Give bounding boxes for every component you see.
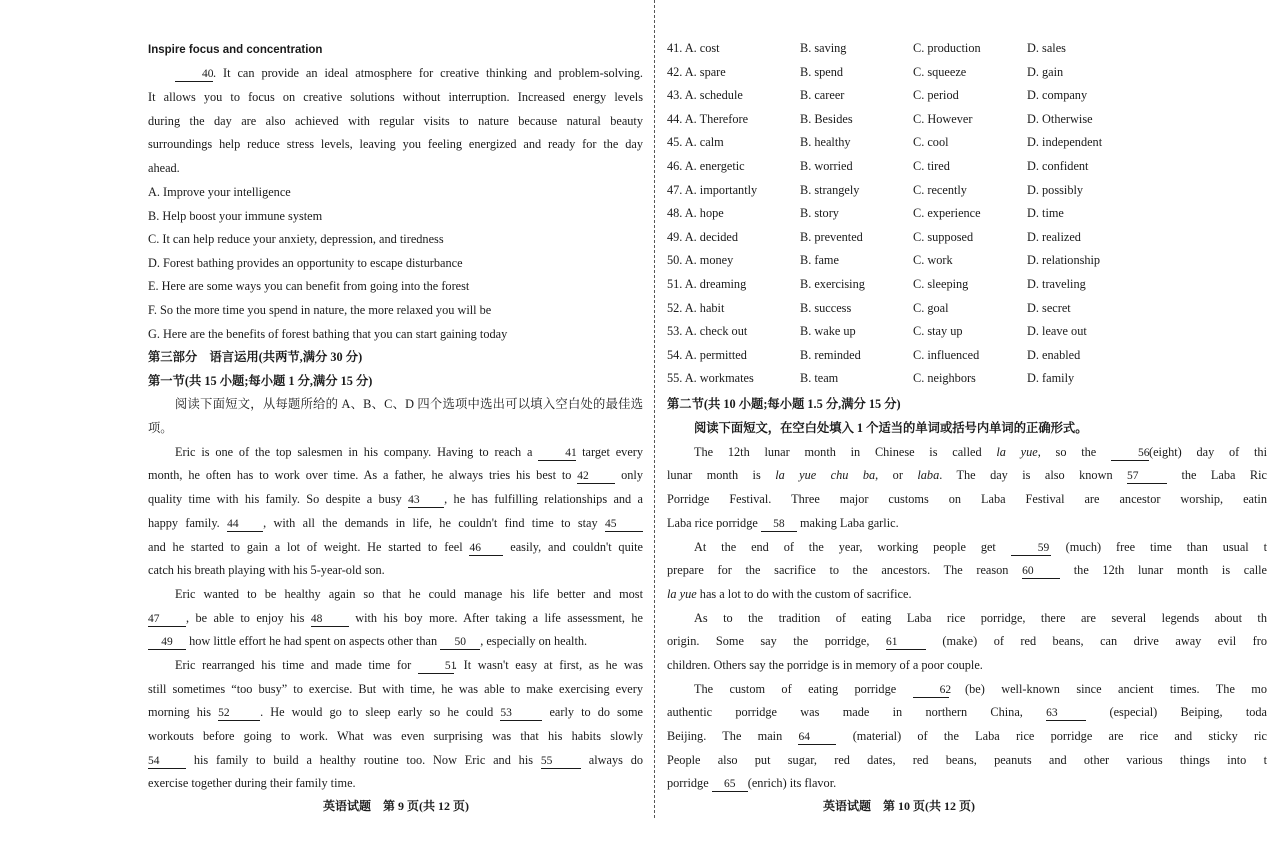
choice-option[interactable]: 51. A. dreaming: [667, 277, 747, 291]
choice-option[interactable]: C. sleeping: [913, 277, 969, 291]
choice-option[interactable]: D. enabled: [1027, 347, 1081, 362]
blank-43[interactable]: 43: [408, 493, 444, 508]
choice-option[interactable]: C. work: [913, 253, 953, 268]
choice-option[interactable]: D. leave out: [1027, 324, 1087, 339]
blank-47[interactable]: 47: [148, 612, 186, 627]
blank-49[interactable]: 49: [148, 635, 186, 650]
passage-line: prepare for the sacrifice to the ancestors. The reason 60 the 12th lunar month is calle: [667, 563, 1267, 577]
choice-option[interactable]: 48. A. hope: [667, 206, 724, 221]
choice-option[interactable]: D. company: [1027, 88, 1088, 103]
blank-60[interactable]: 60: [1022, 564, 1060, 579]
blank-42[interactable]: 42: [577, 469, 615, 484]
choice-option[interactable]: C. production: [913, 41, 981, 55]
choice-option[interactable]: B. wake up: [800, 324, 856, 339]
section2-heading: 第二节(共 10 小题;每小题 1.5 分,满分 15 分): [667, 397, 901, 411]
choice-option[interactable]: B. strangely: [800, 182, 860, 197]
choice-option[interactable]: C. period: [913, 88, 959, 103]
choice-option[interactable]: 43. A. schedule: [667, 88, 743, 103]
choice-option[interactable]: C. experience: [913, 206, 981, 221]
choice-option[interactable]: C. supposed: [913, 229, 974, 244]
choice-option[interactable]: B. success: [800, 300, 852, 315]
choice-option[interactable]: B. healthy: [800, 135, 851, 150]
choice-option[interactable]: D. confident: [1027, 159, 1089, 173]
choice-option[interactable]: 53. A. check out: [667, 324, 748, 339]
blank-50[interactable]: 50: [440, 635, 480, 650]
right-page: [667, 0, 1267, 849]
option-a: A. Improve your intelligence: [148, 185, 291, 199]
passage-line: Laba rice porridge 58 making Laba garlic.: [667, 516, 899, 530]
blank-56[interactable]: 56: [1111, 446, 1149, 461]
passage-line: Beijing. The main 64 (material) of the Laba rice porridge are rice and sticky ric: [667, 729, 1267, 743]
choice-option[interactable]: 50. A. money: [667, 253, 734, 268]
option-d: D. Forest bathing provides an opportunity to escape disturbance: [148, 256, 463, 270]
passage-line: happy family. 44 , with all the demands in life, he couldn't find time to stay 45: [148, 515, 643, 532]
choice-option[interactable]: B. prevented: [800, 229, 863, 244]
passage-line: 49 how little effort he had spent on aspects other than 50 , especially on health.: [148, 633, 587, 650]
choice-option[interactable]: B. reminded: [800, 347, 861, 362]
choice-option[interactable]: D. family: [1027, 371, 1075, 386]
choice-option[interactable]: B. Besides: [800, 111, 853, 126]
passage-line: la yue has a lot to do with the custom of sacrifice.: [667, 587, 912, 601]
option-g: G. Here are the benefits of forest bathing that you can start gaining today: [148, 327, 508, 341]
section2-instruction: 阅读下面短文，在空白处填入 1 个适当的单词或括号内单词的正确形式。: [694, 421, 1088, 435]
choice-option[interactable]: C. goal: [913, 300, 949, 315]
option-e: E. Here are some ways you can benefit from going into the forest: [148, 279, 470, 293]
passage-line: month, he often has to work over time. As a father, he always tries his best to 42 only: [148, 468, 643, 482]
choice-option[interactable]: 46. A. energetic: [667, 159, 745, 173]
section-title: Inspire focus and concentration: [148, 44, 323, 56]
choice-option[interactable]: 44. A. Therefore: [667, 111, 749, 126]
choice-option[interactable]: 47. A. importantly: [667, 182, 758, 197]
choice-option[interactable]: B. worried: [800, 159, 853, 173]
passage-line: origin. Some say the porridge, 61 (make) of red beans, can drive away evil fro: [667, 634, 1267, 648]
para-40-line: during the day are also achieved with regular visits to nature because natural beauty: [148, 114, 643, 128]
blank-61[interactable]: 61: [886, 635, 926, 650]
choice-option[interactable]: B. exercising: [800, 277, 865, 291]
choice-option[interactable]: 49. A. decided: [667, 229, 739, 244]
question-40: 40. It can provide an ideal atmosphere for creative thinking and problem-solving.: [148, 65, 643, 82]
passage-line: workouts before going to work. What was even surprising was that his habits slowly: [148, 729, 643, 743]
choice-option[interactable]: D. relationship: [1027, 253, 1101, 268]
passage-line: children. Others say the porridge is in memory of a poor couple.: [667, 658, 983, 672]
choice-option[interactable]: D. time: [1027, 206, 1064, 221]
passage-line: Eric rearranged his time and made time for 51. It wasn't easy at first, as he was: [175, 658, 644, 672]
passage-line: Porridge Festival. Three major customs on Laba Festival are ancestor worship, eatin: [667, 492, 1267, 506]
passage-line: exercise together during their family time.: [148, 776, 356, 790]
choice-option[interactable]: C. squeeze: [913, 64, 967, 79]
passage-line: The 12th lunar month in Chinese is called la yue, so the 56(eight) day of thi: [694, 445, 1267, 459]
blank-44[interactable]: 44: [227, 517, 263, 532]
passage-line: authentic porridge was made in northern China, 63 (especial) Beiping, toda: [667, 705, 1267, 719]
page-footer-right: 英语试题 第 10 页(共 12 页): [823, 799, 975, 813]
option-c: C. It can help reduce your anxiety, depression, and tiredness: [148, 232, 444, 246]
blank-46[interactable]: 46: [469, 541, 503, 556]
choice-option[interactable]: D. sales: [1027, 41, 1066, 55]
passage-line: Eric wanted to be healthy again so that he could manage his life better and most: [175, 587, 643, 601]
choice-option[interactable]: 45. A. calm: [667, 135, 724, 150]
instruction-line: 项。: [148, 421, 173, 435]
choice-option[interactable]: 52. A. habit: [667, 300, 725, 315]
choice-option[interactable]: B. career: [800, 88, 845, 103]
blank-65[interactable]: 65: [712, 777, 748, 792]
blank-54[interactable]: 54: [148, 754, 186, 769]
choice-option[interactable]: B. team: [800, 371, 839, 386]
blank-53[interactable]: 53: [500, 706, 542, 721]
passage-line: quality time with his family. So despite a busy 43 , he has fulfilling relationships and a: [148, 492, 643, 506]
part3-heading: 第三部分 语言运用(共两节,满分 30 分): [148, 350, 363, 364]
blank-57[interactable]: 57: [1127, 469, 1167, 484]
blank-55[interactable]: 55: [541, 754, 581, 769]
blank-48[interactable]: 48: [311, 612, 349, 627]
choice-option[interactable]: C. influenced: [913, 347, 980, 362]
choice-option[interactable]: C. cool: [913, 135, 949, 150]
choice-option[interactable]: B. saving: [800, 41, 847, 55]
page-divider: [654, 0, 655, 818]
passage-line: At the end of the year, working people get 59 (much) free time than usual t: [694, 540, 1267, 554]
option-b: B. Help boost your immune system: [148, 209, 323, 223]
choice-option[interactable]: C. neighbors: [913, 371, 976, 386]
passage-line: People also put sugar, red dates, red beans, peanuts and other various things into t: [667, 753, 1267, 767]
choice-option[interactable]: B. fame: [800, 253, 839, 268]
choice-option[interactable]: 42. A. spare: [667, 64, 726, 79]
choice-option[interactable]: C. tired: [913, 159, 950, 173]
choice-option[interactable]: 41. A. cost: [667, 41, 720, 55]
passage-line: Eric is one of the top salesmen in his company. Having to reach a 41 target every: [175, 445, 644, 459]
choice-option[interactable]: D. secret: [1027, 300, 1071, 315]
choice-option[interactable]: D. traveling: [1027, 277, 1086, 291]
choice-option[interactable]: C. stay up: [913, 324, 963, 339]
choice-option[interactable]: C. However: [913, 111, 973, 126]
choice-option[interactable]: B. story: [800, 206, 839, 221]
para-40-line: surroundings help reduce stress levels, leaving you feeling energized and ready for the day: [148, 137, 643, 151]
passage-line: 47 , be able to enjoy his 48 with his boy more. After taking a life assessment, he: [148, 611, 643, 625]
passage-line: porridge 65 (enrich) its flavor.: [667, 776, 837, 790]
choice-option[interactable]: 54. A. permitted: [667, 347, 747, 362]
blank-63[interactable]: 63: [1046, 706, 1086, 721]
left-page: [148, 0, 643, 849]
passage-line: still sometimes “too busy” to exercise. But with time, he was able to make exercising every: [148, 682, 643, 696]
passage-line: morning his 52 . He would go to sleep early so he could 53 early to do some: [148, 705, 644, 719]
section1-heading: 第一节(共 15 小题;每小题 1 分,满分 15 分): [148, 374, 373, 388]
choice-option[interactable]: D. gain: [1027, 64, 1064, 79]
choice-option[interactable]: C. recently: [913, 182, 967, 197]
blank-52[interactable]: 52: [218, 706, 260, 721]
passage-line: lunar month is la yue chu ba, or laba. The day is also known 57 the Laba Ric: [667, 468, 1267, 482]
blank-64[interactable]: 64: [798, 730, 836, 745]
passage-line: catch his breath playing with his 5-year-old son.: [148, 563, 385, 577]
choice-option[interactable]: D. Otherwise: [1027, 111, 1093, 126]
passage-line: and he started to gain a lot of weight. He started to feel 46 easily, and couldn't quite: [148, 540, 644, 554]
blank-59[interactable]: 59: [1011, 541, 1051, 556]
blank-45[interactable]: 45: [605, 517, 643, 532]
instruction-line: 阅读下面短文，从每题所给的 A、B、C、D 四个选项中选出可以填入空白处的最佳选: [175, 397, 643, 411]
choice-option[interactable]: B. spend: [800, 64, 844, 79]
blank-40[interactable]: 40: [175, 67, 213, 82]
passage-line: The custom of eating porridge 62 (be) well-known since ancient times. The mo: [694, 682, 1267, 696]
blank-62[interactable]: 62: [913, 683, 949, 698]
blank-41[interactable]: 41: [538, 446, 576, 461]
passage-line: 54 his family to build a healthy routine too. Now Eric and his 55 always do: [148, 753, 644, 767]
blank-58[interactable]: 58: [761, 517, 797, 532]
para-40-line: ahead.: [148, 161, 180, 175]
choice-option[interactable]: D. possibly: [1027, 182, 1084, 197]
page-footer-left: 英语试题 第 9 页(共 12 页): [323, 799, 469, 813]
option-f: F. So the more time you spend in nature, the more relaxed you will be: [148, 303, 492, 317]
choice-option[interactable]: 55. A. workmates: [667, 371, 754, 386]
choice-option[interactable]: D. realized: [1027, 229, 1081, 244]
blank-51[interactable]: 51: [418, 659, 454, 674]
choice-option[interactable]: D. independent: [1027, 135, 1103, 150]
passage-line: As to the tradition of eating Laba rice porridge, there are several legends about th: [694, 611, 1267, 625]
para-40-line: It allows you to focus on creative solutions without interruption. Increased energy levels: [148, 90, 643, 104]
